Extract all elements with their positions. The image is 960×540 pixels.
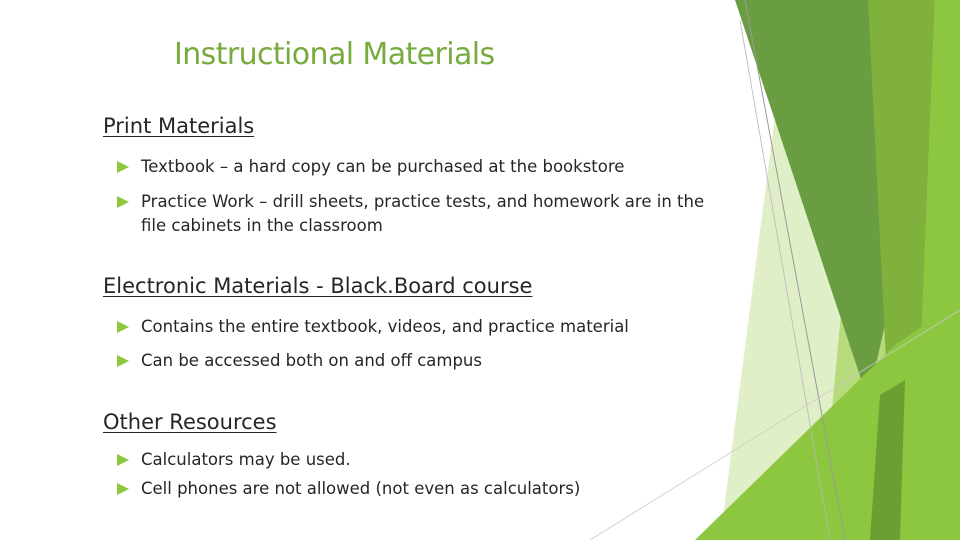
- list-item-text: Cell phones are not allowed (not even as calculators): [141, 479, 581, 498]
- section-heading-print: Print Materials: [103, 114, 255, 138]
- list-item-text: Textbook – a hard copy can be purchased at the bookstore: [141, 157, 625, 176]
- triangle-right-icon: [117, 321, 129, 333]
- triangle-right-icon: [117, 454, 129, 466]
- triangle-right-icon: [117, 483, 129, 495]
- triangle-right-icon: [117, 161, 129, 173]
- slide-title: Instructional Materials: [174, 37, 495, 72]
- triangle-right-icon: [117, 355, 129, 367]
- section-heading-other: Other Resources: [103, 410, 277, 434]
- list-item: [117, 448, 707, 472]
- section-heading-electronic: Electronic Materials - Black.Board course: [103, 274, 533, 298]
- list-item: [117, 155, 707, 179]
- list-item-text: Calculators may be used.: [141, 450, 351, 469]
- triangle-right-icon: [117, 196, 129, 208]
- list-item-text: Can be accessed both on and off campus: [141, 351, 482, 370]
- list-item: [117, 315, 707, 339]
- list-item-text: Contains the entire textbook, videos, and practice material: [141, 317, 629, 336]
- list-item-text: Practice Work – drill sheets, practice tests, and homework are in the file cabinets in the classroom: [141, 192, 705, 235]
- list-item: [117, 477, 707, 501]
- list-item: [117, 190, 707, 238]
- list-item: [117, 349, 707, 373]
